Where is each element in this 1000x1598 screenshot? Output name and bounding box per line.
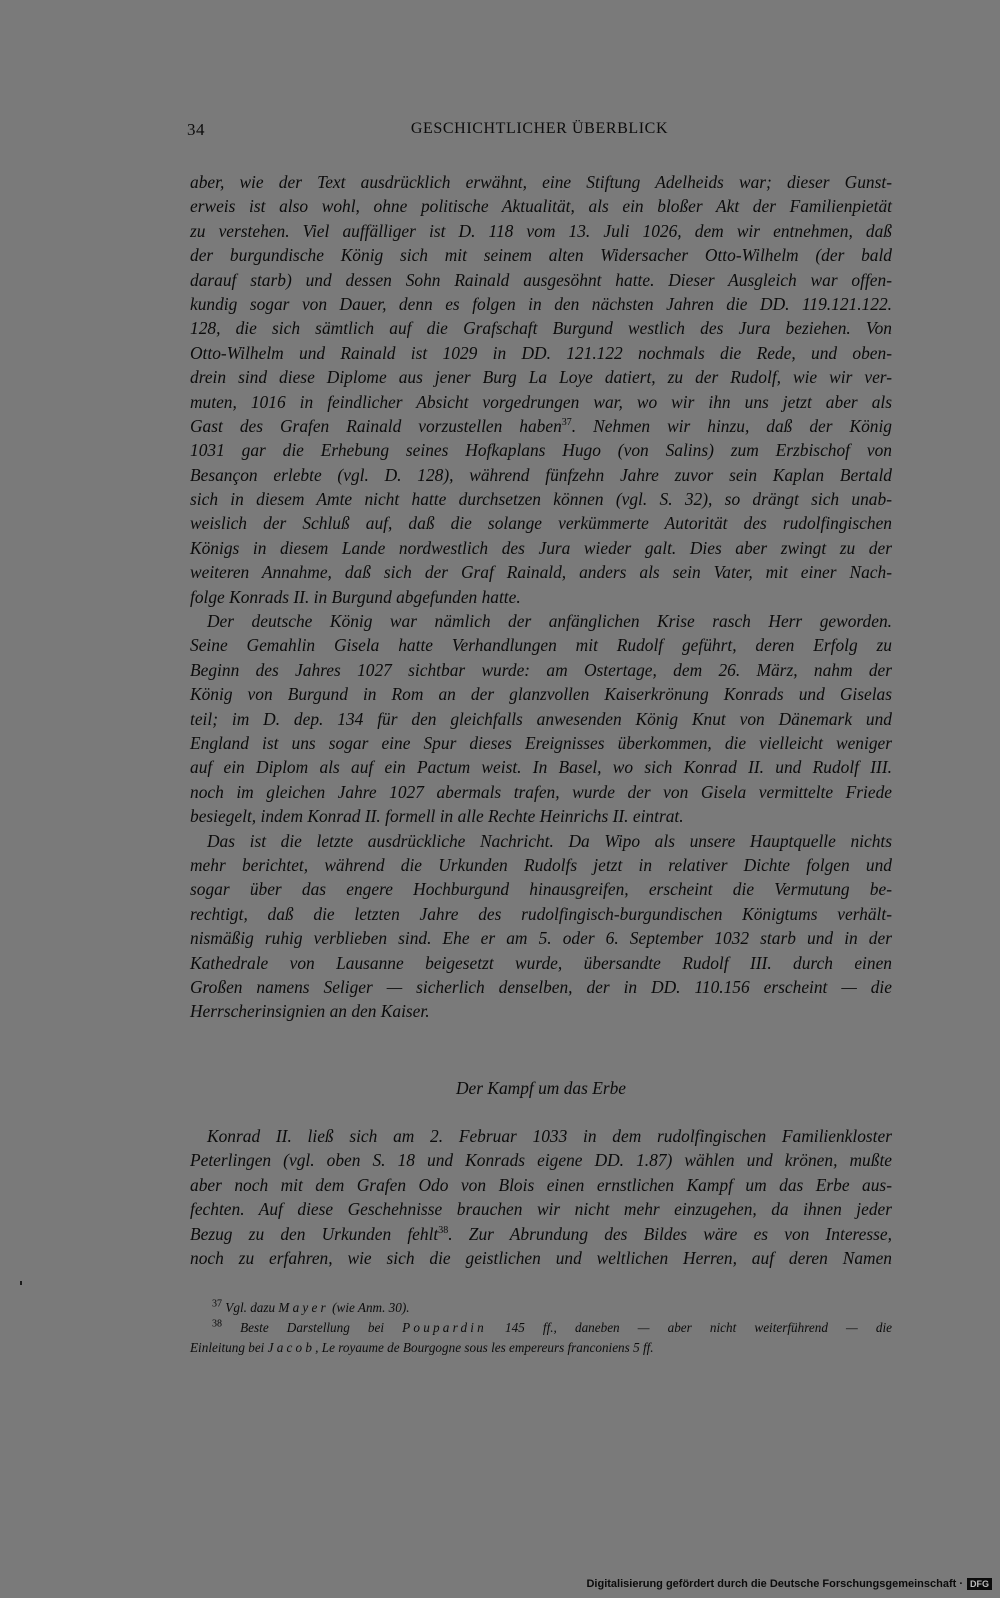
digitization-credit: Digitalisierung gefördert durch die Deutsche Forschungsgemeinschaft · xyxy=(586,1578,963,1590)
page-header xyxy=(187,120,892,150)
text-line: weislich der Schluß auf, daß die solange verkümmerte Autorität des rudolfingischen xyxy=(190,513,892,534)
footnote-37: $^{37}$ Vgl. dazu Mayer (wie Anm. 30). xyxy=(212,1298,410,1315)
text-line: zu verstehen. Viel auffälliger ist D. 118 vom 13. Juli 1026, dem wir entnehmen, daß xyxy=(190,220,892,241)
text-line: besiegelt, indem Konrad II. formell in alle Rechte Heinrichs II. eintrat. xyxy=(190,806,684,827)
line-text: Gast des Grafen Rainald vorzustellen haben xyxy=(190,415,562,436)
line-text: . Nehmen wir hinzu, daß der König xyxy=(571,415,893,436)
text-line: Besançon erlebte (vgl. D. 128), während fünfzehn Jahre zuvor sein Kaplan Bertald xyxy=(190,464,892,485)
page-number: 34 xyxy=(187,120,205,139)
text-line: Konrad II. ließ sich am 2. Februar 1033 in dem rudolfingischen Familienkloster xyxy=(207,1126,892,1146)
text-line: drein sind diese Diplome aus jener Burg La Loye datiert, zu der Rudolf, wie wir ver- xyxy=(190,367,892,388)
text-line: König von Burgund in Rom an der glanzvollen Kaiserkrönung Konrads und Giselas xyxy=(190,684,892,705)
text-line: nismäßig ruhig verblieben sind. Ehe er am 5. oder 6. September 1032 starb und in der xyxy=(190,928,892,949)
text-line: darauf starb) und dessen Sohn Rainald ausgesöhnt hatte. Dieser Ausgleich war offen- xyxy=(190,269,892,290)
text-line: erweis ist also wohl, ohne politische Aktualität, als ein bloßer Akt der Familienpietät xyxy=(190,196,892,217)
text-line: muten, 1016 in feindlicher Absicht vorgedrungen war, wo wir ihn uns jetzt aber als xyxy=(190,391,892,412)
text-line-with-note xyxy=(190,414,892,438)
text-line: Peterlingen (vgl. oben S. 18 und Konrads eigene DD. 1.87) wählen und krönen, mußte xyxy=(190,1150,892,1171)
text-line: weiteren Annahme, daß sich der Graf Rainald, anders als sein Vater, mit einer Nach- xyxy=(190,562,892,583)
dfg-logo: DFG xyxy=(967,1578,992,1590)
text-line: teil; im D. dep. 134 für den gleichfalls anwesenden König Knut von Dänemark und xyxy=(190,708,892,729)
footnote-number: 38 xyxy=(212,1318,222,1330)
author-name: Mayer xyxy=(278,1300,329,1315)
footnote-38-continued: Einleitung bei Jacob, Le royaume de Bourgogne sous les empereurs franconiens 5 ff. xyxy=(190,1340,654,1355)
footnote-ref-38[interactable]: 38 xyxy=(438,1224,449,1236)
text-line: mehr berichtet, während die Urkunden Rudolfs jetzt in relativer Dichte folgen und xyxy=(190,854,892,875)
text-line: Kathedrale von Lausanne beigesetzt wurde, übersandte Rudolf III. durch einen xyxy=(190,952,892,973)
text-line: sich in diesem Amte nicht hatte durchsetzen können (vgl. S. 32), so drängt sich unab- xyxy=(190,489,892,510)
text-line: 1031 gar die Erhebung seines Hofkaplans Hugo (von Salins) zum Erzbischof von xyxy=(190,440,892,461)
text-line: folge Konrads II. in Burgund abgefunden hatte. xyxy=(190,586,521,607)
text-line: Der deutsche König war nämlich der anfänglichen Krise rasch Herr geworden. xyxy=(207,611,892,632)
text-line: auf ein Diplom als auf ein Pactum weist. In Basel, wo sich Konrad II. und Rudolf III. xyxy=(190,757,892,778)
text-line: sogar über das engere Hochburgund hinausgreifen, erscheint die Vermutung be- xyxy=(190,879,892,900)
footnotes xyxy=(190,1298,892,1358)
footnote-ref-37[interactable]: 37 xyxy=(561,417,572,429)
text-line: fechten. Auf diese Geschehnisse brauchen wir nicht mehr einzugehen, da ihnen jeder xyxy=(190,1199,892,1220)
text-line: Otto-Wilhelm und Rainald ist 1029 in DD. 121.122 nochmals die Rede, und oben- xyxy=(190,342,892,363)
section-heading: Der Kampf um das Erbe xyxy=(455,1078,627,1098)
text-line: Seine Gemahlin Gisela hatte Verhandlungen mit Rudolf geführt, deren Erfolg zu xyxy=(190,635,892,656)
footnote-number: 37 xyxy=(212,1298,222,1310)
margin-mark xyxy=(20,1281,22,1285)
text-line: England ist uns sogar eine Spur dieses Ereignisses überkommen, die vielleicht weniger xyxy=(190,732,892,753)
text-line: kundig sogar von Dauer, denn es folgen in den nächsten Jahren die DD. 119.121.122. xyxy=(190,293,892,314)
text-line: Großen namens Seliger — sicherlich denselben, der in DD. 110.156 erscheint — die xyxy=(190,976,892,997)
text-line: rechtigt, daß die letzten Jahre des rudolfingisch-burgundischen Königtums verhält- xyxy=(190,903,892,924)
text-line: der burgundische König sich mit seinem alten Widersacher Otto-Wilhelm (der bald xyxy=(190,245,892,266)
section-text xyxy=(190,1124,892,1270)
text-line: aber noch mit dem Grafen Odo von Blois einen ernstlichen Kampf um das Erbe aus- xyxy=(190,1174,892,1195)
text-line: noch im gleichen Jahre 1027 abermals trafen, wurde der von Gisela vermittelte Friede xyxy=(190,781,892,802)
text-line: Herrscherinsignien an den Kaiser. xyxy=(190,1001,430,1022)
text-line-with-note xyxy=(190,1222,892,1246)
text-line: Beginn des Jahres 1027 sichtbar wurde: am Ostertage, dem 26. März, nahm der xyxy=(190,659,892,680)
footnote-38: $^{38}$ Beste Darstellung bei Poupardin 145 ff., daneben — aber nicht weiterführend — die xyxy=(212,1318,892,1335)
line-text: Bezug zu den Urkunden fehlt xyxy=(190,1223,439,1244)
text-line: Das ist die letzte ausdrückliche Nachricht. Da Wipo als unsere Hauptquelle nichts xyxy=(207,830,892,851)
main-text xyxy=(190,170,892,1024)
author-name: Jacob xyxy=(267,1340,316,1355)
text-line: Königs in diesem Lande nordwestlich des Jura wieder galt. Dies aber zwingt zu der xyxy=(190,537,892,558)
text-line: aber, wie der Text ausdrücklich erwähnt, eine Stiftung Adelheids war; dieser Gunst- xyxy=(190,172,892,192)
line-text: . Zur Abrundung des Bildes wäre es von Interesse, xyxy=(448,1223,893,1244)
digitization-footer xyxy=(586,1576,992,1592)
running-title: GESCHICHTLICHER ÜBERBLICK xyxy=(410,120,669,137)
text-line: noch zu erfahren, wie sich die geistlichen und weltlichen Herren, auf deren Namen xyxy=(190,1247,892,1268)
text-line: 128, die sich sämtlich auf die Grafschaft Burgund westlich des Jura beziehen. Von xyxy=(190,318,892,339)
author-name: Poupardin xyxy=(402,1320,487,1335)
